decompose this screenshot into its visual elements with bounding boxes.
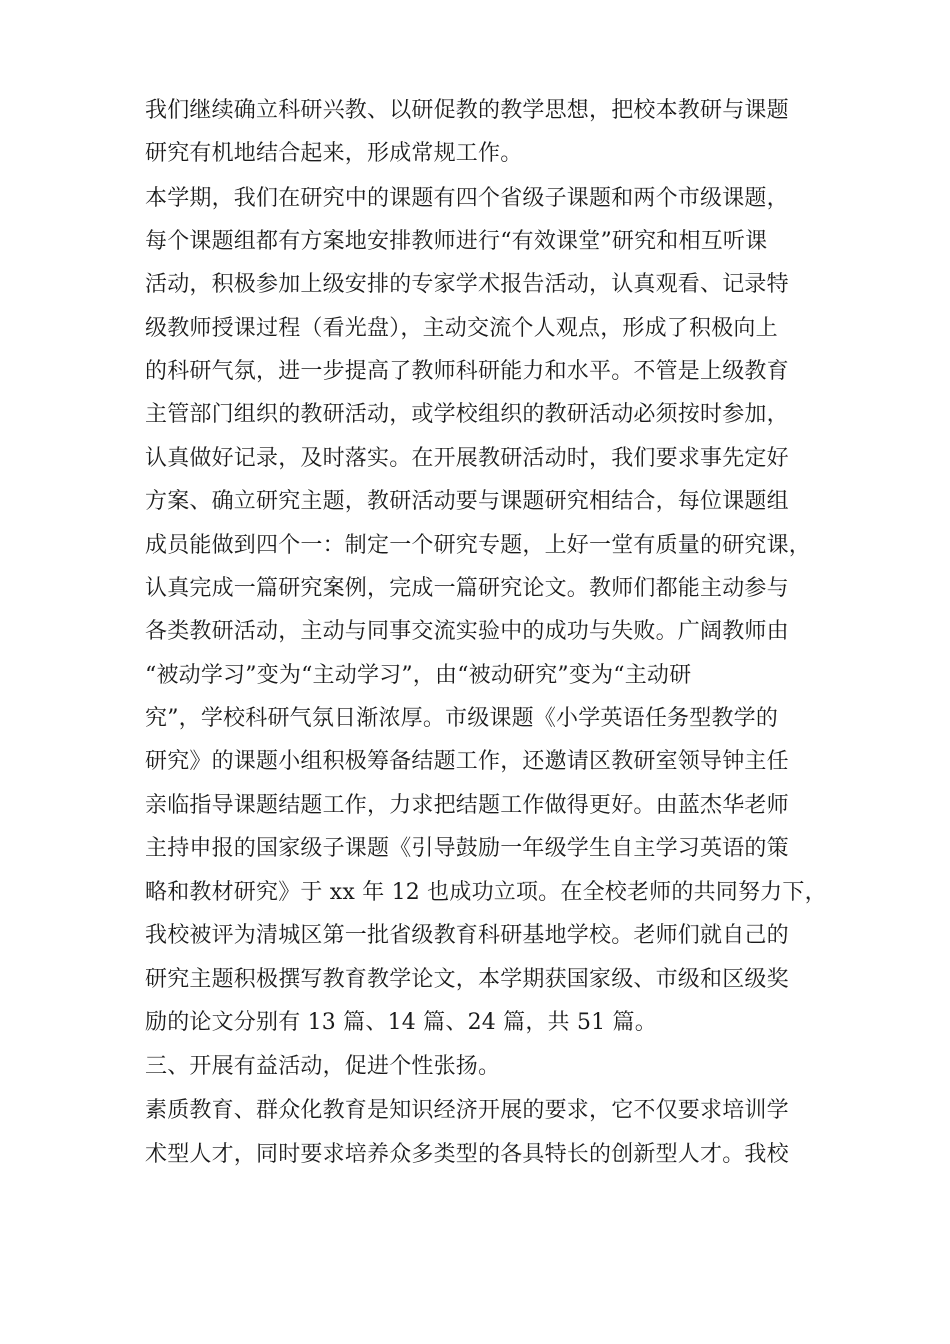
text-line-3: 本学期，我们在研究中的课题有四个省级子课题和两个市级课题， (145, 186, 789, 211)
text-line-2: 研究有机地结合起来，形成常规工作。 (145, 141, 523, 166)
text-line-25: 术型人才，同时要求培养众多类型的各具特长的创新型人才。我校 (145, 1142, 789, 1167)
text-line-5: 活动，积极参加上级安排的专家学术报告活动，认真观看、记录特 (145, 272, 789, 297)
section-heading: 三、开展有益活动，促进个性张扬。 (145, 1054, 501, 1079)
text-line-1: 我们继续确立科研兴教、以研促教的教学思想，把校本教研与课题 (145, 98, 789, 123)
text-line-22: 励的论文分别有 13 篇、14 篇、24 篇，共 51 篇。 (145, 1010, 657, 1035)
text-line-13: 各类教研活动，主动与同事交流实验中的成功与失败。广阔教师由 (145, 619, 789, 644)
text-line-16: 研究》的课题小组积极筹备结题工作，还邀请区教研室领导钟主任 (145, 749, 789, 774)
text-line-8: 主管部门组织的教研活动，或学校组织的教研活动必须按时参加， (145, 402, 789, 427)
text-line-9: 认真做好记录，及时落实。在开展教研活动时，我们要求事先定好 (145, 446, 789, 471)
text-line-17: 亲临指导课题结题工作，力求把结题工作做得更好。由蓝杰华老师 (145, 793, 789, 818)
text-line-7: 的科研气氛，进一步提高了教师科研能力和水平。不管是上级教育 (145, 359, 789, 384)
text-line-11: 成员能做到四个一：制定一个研究专题，上好一堂有质量的研究课， (145, 533, 812, 558)
text-line-21: 研究主题积极撰写教育教学论文，本学期获国家级、市级和区级奖 (145, 967, 789, 992)
text-line-18: 主持申报的国家级子课题《引导鼓励一年级学生自主学习英语的策 (145, 836, 789, 861)
text-line-6: 级教师授课过程（看光盘），主动交流个人观点，形成了积极向上 (145, 316, 778, 341)
text-line-10: 方案、确立研究主题，教研活动要与课题研究相结合，每位课题组 (145, 489, 789, 514)
text-line-19: 略和教材研究》于 xx 年 12 也成功立项。在全校老师的共同努力下， (145, 880, 827, 905)
text-line-14: “被动学习”变为“主动学习”，由“被动研究”变为“主动研 (145, 663, 692, 688)
text-line-12: 认真完成一篇研究案例，完成一篇研究论文。教师们都能主动参与 (145, 576, 789, 601)
text-line-24: 素质教育、群众化教育是知识经济开展的要求，它不仅要求培训学 (145, 1098, 789, 1123)
text-line-15: 究”，学校科研气氛日渐浓厚。市级课题《小学英语任务型教学的 (145, 706, 779, 731)
text-line-20: 我校被评为清城区第一批省级教育科研基地学校。老师们就自己的 (145, 923, 789, 948)
text-line-4: 每个课题组都有方案地安排教师进行“有效课堂”研究和相互听课 (145, 229, 768, 254)
